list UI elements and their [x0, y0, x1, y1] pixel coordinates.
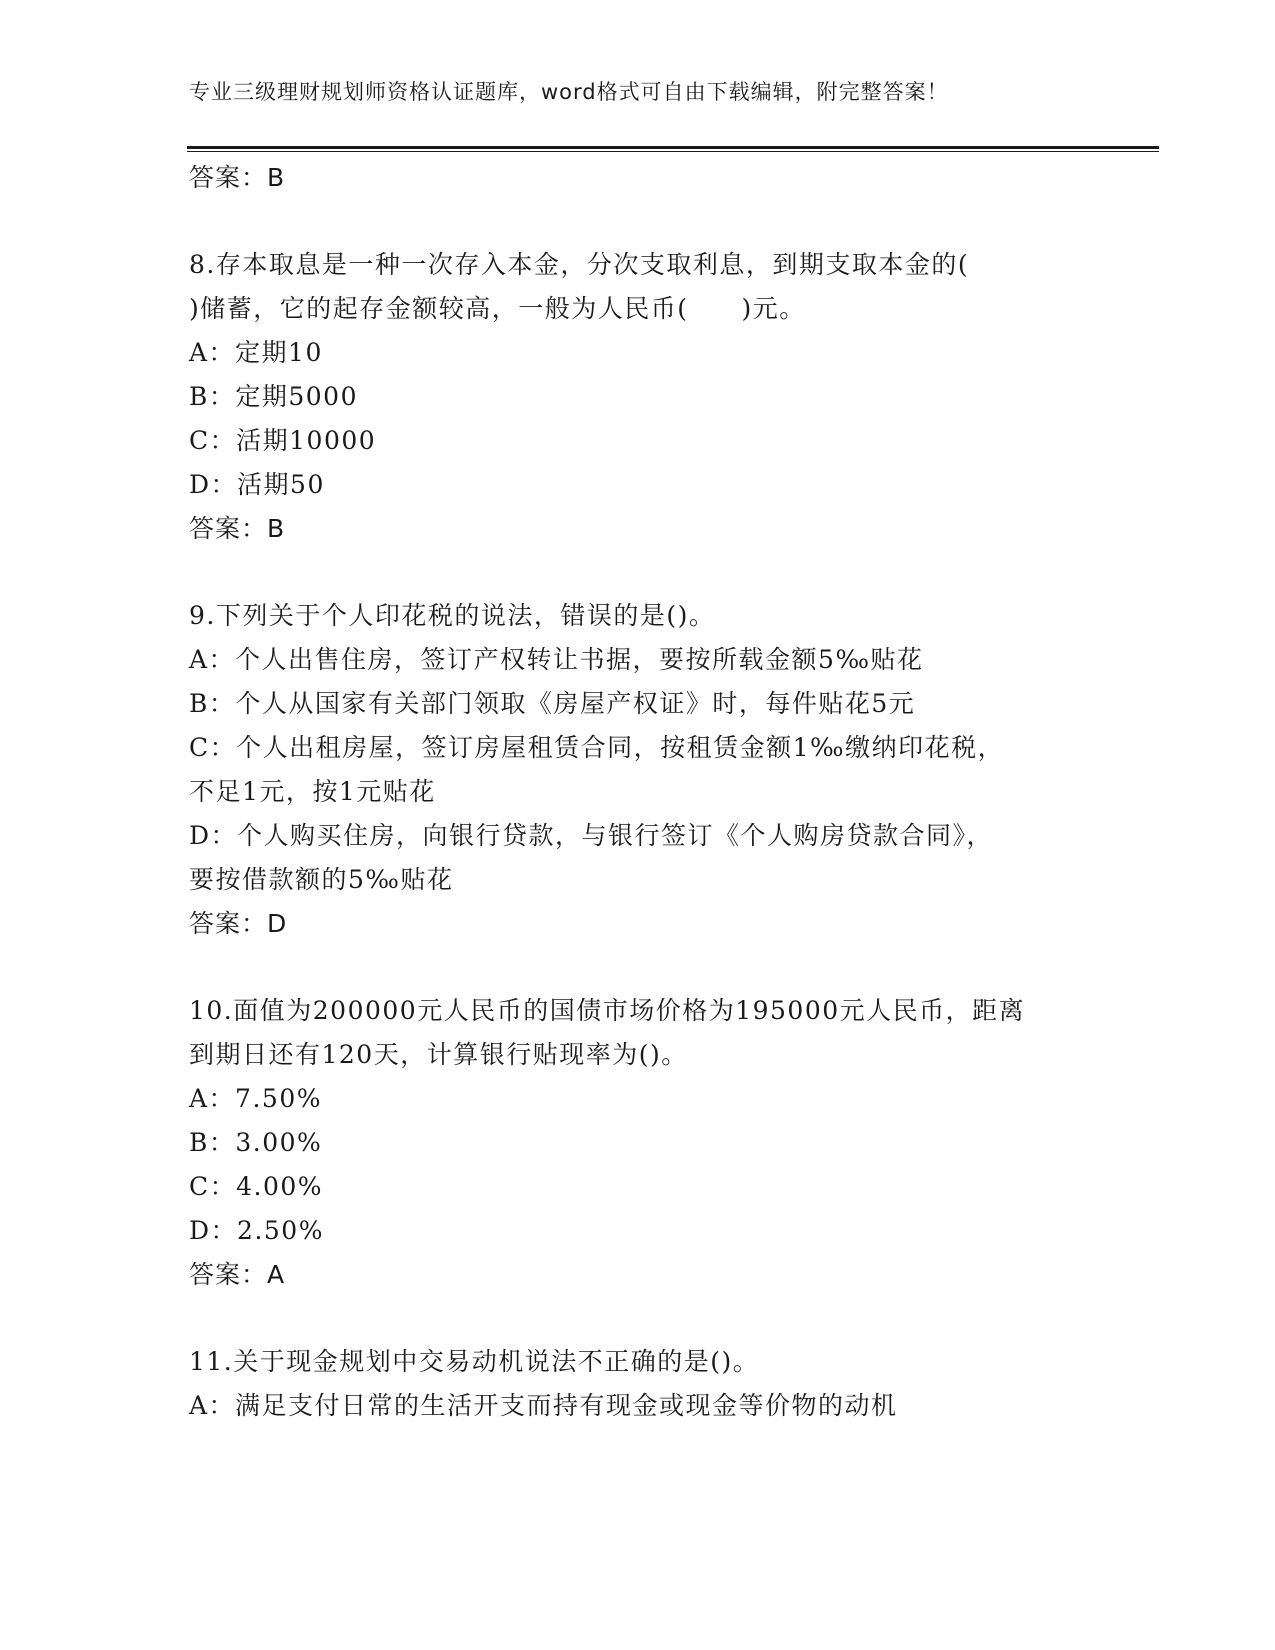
question-8-line-1: 8.存本取息是一种一次存入本金，分次支取利息，到期支取本金的(: [189, 250, 970, 279]
question-10-option-d: D：2.50%: [189, 1216, 324, 1245]
question-9-answer: 答案：D: [189, 909, 288, 938]
question-10-line-2: 到期日还有120天，计算银行贴现率为()。: [189, 1040, 688, 1069]
question-8-line-2: )储蓄，它的起存金额较高，一般为人民币( )元。: [189, 294, 806, 323]
header-rule: [187, 146, 1159, 149]
question-8-option-d: D：活期50: [189, 470, 325, 499]
page-header: 专业三级理财规划师资格认证题库，word格式可自由下载编辑，附完整答案！: [189, 80, 949, 104]
question-8-option-a: A：定期10: [189, 338, 323, 367]
question-8-answer: 答案：B: [189, 514, 286, 543]
question-8-option-b: B：定期5000: [189, 382, 358, 411]
answer-previous: 答案：B: [189, 163, 286, 192]
question-11-option-a: A：满足支付日常的生活开支而持有现金或现金等价物的动机: [189, 1391, 898, 1420]
question-10-answer: 答案：A: [189, 1260, 286, 1289]
question-11-line-1: 11.关于现金规划中交易动机说法不正确的是()。: [189, 1347, 760, 1376]
question-10-option-b: B：3.00%: [189, 1128, 323, 1157]
question-10-line-1: 10.面值为200000元人民币的国债市场价格为195000元人民币，距离: [189, 996, 1026, 1025]
question-9-option-d-line-1: D：个人购买住房，向银行贷款，与银行签订《个人购房贷款合同》，: [189, 821, 994, 850]
question-8-option-c: C：活期10000: [189, 426, 377, 455]
question-9-option-c-line-1: C：个人出租房屋，签订房屋租赁合同，按租赁金额1‰缴纳印花税，: [189, 733, 1005, 762]
question-9-line-1: 9.下列关于个人印花税的说法，错误的是()。: [189, 601, 716, 630]
question-9-option-d-line-2: 要按借款额的5‰贴花: [189, 865, 454, 894]
question-9-option-b: B：个人从国家有关部门领取《房屋产权证》时，每件贴花5元: [189, 689, 916, 718]
question-9-option-a: A：个人出售住房，签订产权转让书据，要按所载金额5‰贴花: [189, 645, 924, 674]
question-10-option-a: A：7.50%: [189, 1084, 322, 1113]
question-9-option-c-line-2: 不足1元，按1元贴花: [189, 777, 436, 806]
question-10-option-c: C：4.00%: [189, 1172, 324, 1201]
header-rule-thin: [187, 151, 1159, 152]
